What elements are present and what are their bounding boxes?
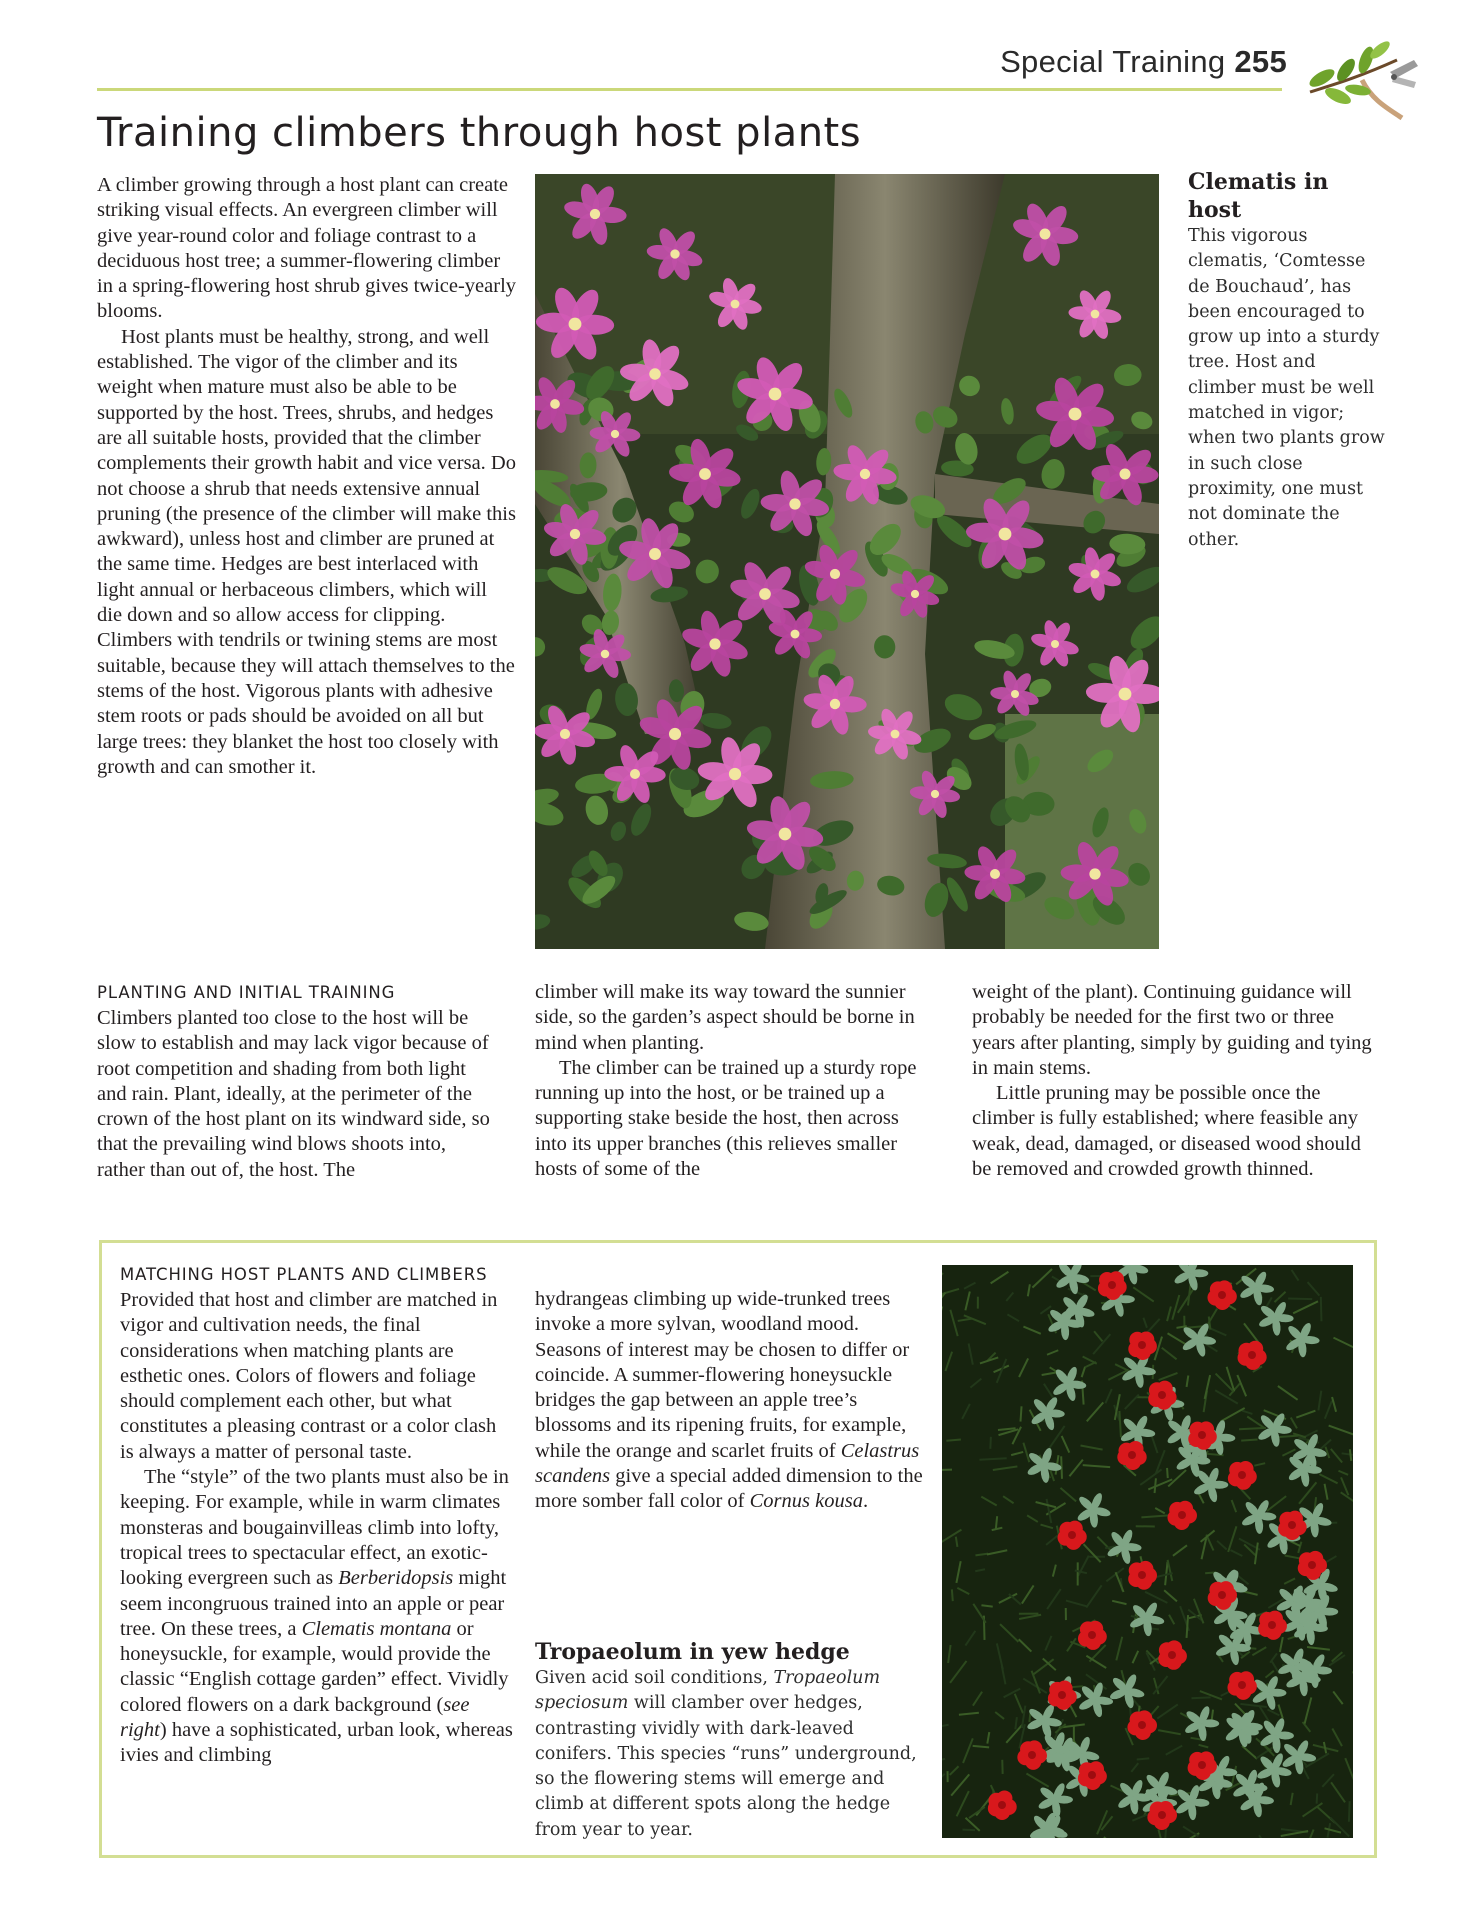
running-head	[1000, 44, 1287, 80]
planting-paragraph: The climber can be trained up a sturdy rope running up into the host, or be trained up a supporting stake beside the host, then across into its upper branches (this relieves smaller hosts of some of the	[535, 1056, 917, 1181]
intro-paragraph: Host plants must be healthy, strong, and well established. The vigor of the climber and its weight when mature must also be able to be supported by the host. Trees, shrubs, and hedges are all suitable hosts, provided that the climber complements their growth habit and vice versa. Do not choose a shrub that needs extensive annual pruning (the presence of the climber will make this awkward), unless host and climber are pruned at the same time. Hedges are best interlaced with light annual or herbaceous climbers, which will die down and so allow access for clipping. Climbers with tendrils or twining stems are most suitable, because they will attach themselves to the stems of the host. Vigorous plants with adhesive stem roots or pads should be avoided on all but large trees: they blanket the host too closely with growth and can smother it.	[97, 325, 516, 778]
planting-paragraph: weight of the plant). Continuing guidance will probably be needed for the first two or three years after planting, simply by guiding and tying in main stems.	[972, 981, 1372, 1079]
planting-column-2	[535, 980, 930, 1182]
planting-paragraph: Little pruning may be possible once the climber is fully established; where feasible any weak, dead, damaged, or diseased wood should be removed and crowded growth thinned.	[972, 1082, 1361, 1181]
matching-paragraph: Provided that host and climber are matched in vigor and cultivation needs, the final considerations when matching plants are esthetic ones. Colors of flowers and foliage should complement each other, but what constitutes a pleasing contrast or a color clash is always a matter of personal taste.	[120, 1289, 498, 1463]
tropaeolum-photo	[942, 1265, 1353, 1838]
section-title: Special Training	[1000, 44, 1226, 79]
clematis-caption	[1188, 168, 1388, 553]
planting-paragraph: Climbers planted too close to the host will be slow to establish and may lack vigor because of root competition and shading from both light and rain. Plant, ideally, at the perimeter of the crown of the host plant on its windward side, so that the prevailing wind blows shoots into, rather than out of, the host. The	[97, 1007, 490, 1181]
caption-text: Given acid soil conditions, Tropaeolum speciosum will clamber over hedges, contrasting vividly with dark-leaved conifers. This species “runs” underground, so the flowering stems will emerge and climb at different spots along the hedge from year to year.	[535, 1668, 917, 1840]
planting-column-1	[97, 980, 497, 1183]
clematis-photo	[535, 174, 1159, 949]
intro-paragraph: A climber growing through a host plant can create striking visual effects. An evergreen climber will give year-round color and foliage contrast to a deciduous host tree; a summer-flowering climber in a spring-flowering host shrub gives twice-yearly blooms.	[97, 174, 517, 323]
matching-column-1	[120, 1262, 515, 1769]
matching-column-2	[535, 1287, 930, 1515]
page-title: Training climbers through host plants	[97, 110, 862, 156]
page-number: 255	[1234, 44, 1287, 79]
section-heading: PLANTING AND INITIAL TRAINING	[97, 983, 396, 1002]
leaf-sprig-icon	[1302, 30, 1422, 126]
tropaeolum-caption	[535, 1638, 925, 1843]
planting-paragraph: climber will make its way toward the sunnier side, so the garden’s aspect should be borne in mind when planting.	[535, 981, 915, 1054]
header-rule	[97, 88, 1282, 91]
caption-title: Tropaeolum in yew hedge	[535, 1639, 850, 1665]
matching-paragraph: The “style” of the two plants must also be in keeping. For example, while in warm climates monsteras and bougainvilleas climb into lofty, tropical trees to spectacular effect, an exotic-looking evergreen such as Berberidopsis might seem incongruous trained into an apple or pear tree. On these trees, a Clematis montana or honeysuckle, for example, would provide the classic “English cottage garden” effect. Vividly colored flowers on a dark background (see right) have a sophisticated, urban look, whereas ivies and climbing	[120, 1466, 513, 1767]
section-heading: MATCHING HOST PLANTS AND CLIMBERS	[120, 1265, 488, 1284]
caption-text: This vigorous clematis, ‘Comtesse de Bouchaud’, has been encouraged to grow up into a sturdy tree. Host and climber must be well matched in vigor; when two plants grow in such close proximity, one must not dominate the other.	[1188, 226, 1385, 550]
matching-paragraph: hydrangeas climbing up wide-trunked trees invoke a more sylvan, woodland mood. Seasons of interest may be chosen to differ or coincide. A summer-flowering honeysuckle bridges the gap between an apple tree’s blossoms and its ripening fruits, for example, while the orange and scarlet fruits of Celastrus scandens give a special added dimension to the more somber fall color of Cornus kousa.	[535, 1288, 923, 1513]
planting-column-3	[972, 980, 1372, 1182]
caption-title: Clematis in host	[1188, 169, 1329, 223]
intro-text	[97, 173, 517, 780]
